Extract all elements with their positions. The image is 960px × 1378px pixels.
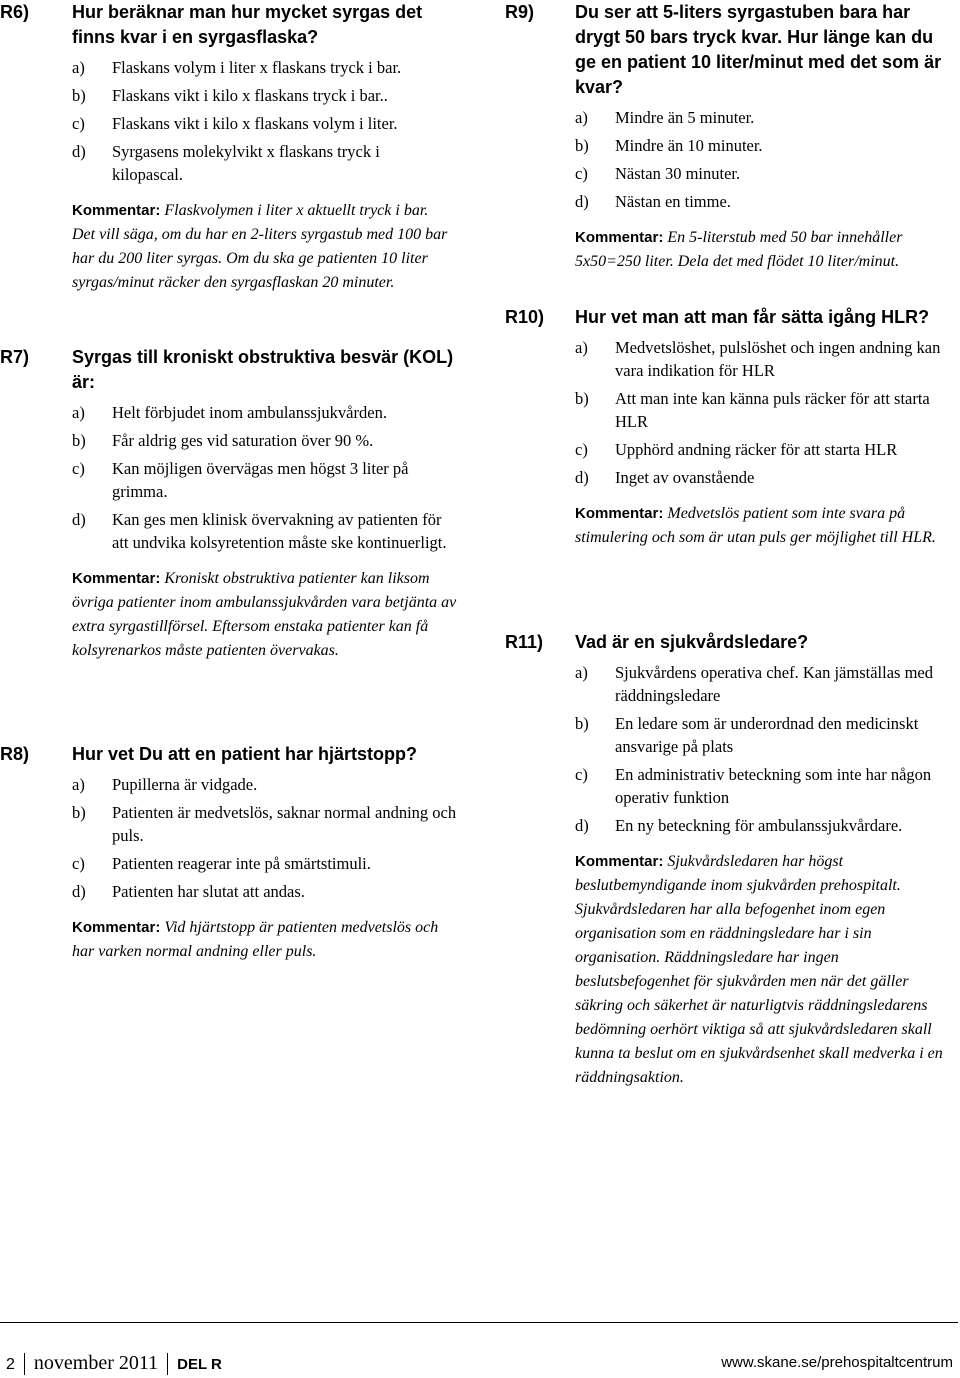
question-number: R6) xyxy=(0,2,30,22)
answer-option: c) Kan möjligen övervägas men högst 3 liter på grimma. xyxy=(72,459,409,501)
answer-option: d) En ny beteckning för ambulanssjukvårdare. xyxy=(575,816,903,835)
comment-text: Flaskvolymen i liter x aktuellt tryck i bar. Det vill säga, om du har en 2-liters syrgastub med 100 bar har du 200 liter syrgas. Om du ska ge patienten 10 liter syrgas/minut räcker den syrgasflaskan 20 minuter. xyxy=(72,202,448,291)
answer-option: a) Sjukvårdens operativa chef. Kan jämställas med räddningsledare xyxy=(575,663,933,705)
footer-separator xyxy=(167,1353,168,1375)
question-r8 xyxy=(0,742,480,964)
answer-option: c) Flaskans vikt i kilo x flaskans volym i liter. xyxy=(72,114,398,133)
answer-option: d) Kan ges men klinisk övervakning av patienten för att undvika kolsyretention måste ske kontinuerligt. xyxy=(72,510,447,552)
comment-label: Kommentar: xyxy=(575,505,664,522)
question-r9 xyxy=(505,0,955,274)
answer-option: b) Mindre än 10 minuter. xyxy=(575,136,763,155)
question-title: Vad är en sjukvårdsledare? xyxy=(575,632,809,652)
comment xyxy=(575,226,950,274)
question-number: R8) xyxy=(0,744,30,764)
footer-date: november 2011 xyxy=(33,1352,159,1374)
comment-label: Kommentar: xyxy=(72,570,161,587)
question-title: Hur vet Du att en patient har hjärtstopp? xyxy=(72,744,418,764)
comment-text: Medvetslös patient som inte svara på stimulering och som är utan puls ger möjlighet till HLR. xyxy=(575,505,936,546)
answer-option: d) Inget av ovanstående xyxy=(575,468,755,487)
comment-label: Kommentar: xyxy=(575,229,664,246)
question-title: Syrgas till kroniskt obstruktiva besvär (KOL) är: xyxy=(72,347,454,392)
answer-option: b) Får aldrig ges vid saturation över 90 %. xyxy=(72,431,374,450)
comment xyxy=(575,850,953,1090)
footer xyxy=(6,1350,222,1378)
answer-option: b) Flaskans vikt i kilo x flaskans tryck i bar.. xyxy=(72,86,388,105)
comment-text: Sjukvårdsledaren har högst beslutbemyndigande inom sjukvården prehospitalt. Sjukvårdsledaren har alla befogenhet inom egen organisation som en räddningsledare har i sin organisation. Räddningsledare har ingen beslutsbefogenhet för sjukvården men när det gäller säkring och säkerhet är naturligtvis räddningsledarens bedömning oerhört viktiga så att sjukvårdsledaren skall kunna ta beslut om en sjukvårdsenhet skall medverka i en räddningsaktion. xyxy=(575,853,943,1086)
answer-option: a) Flaskans volym i liter x flaskans tryck i bar. xyxy=(72,58,402,77)
answer-option: b) Att man inte kan känna puls räcker för att starta HLR xyxy=(575,389,930,431)
answer-option: c) En administrativ beteckning som inte har någon operativ funktion xyxy=(575,765,932,807)
comment-text: Vid hjärtstopp är patienten medvetslös och har varken normal andning eller puls. xyxy=(72,919,439,960)
comment-text: Kroniskt obstruktiva patienter kan liksom övriga patienter inom ambulanssjukvården vara betjänta av extra syrgastillförsel. Eftersom enstaka patienter kan få kolsyrenarkos måste patienten övervakas. xyxy=(72,570,457,659)
answer-option: c) Nästan 30 minuter. xyxy=(575,164,741,183)
comment xyxy=(72,199,452,295)
answer-option: d) Patienten har slutat att andas. xyxy=(72,882,305,901)
page-number: 2 xyxy=(6,1356,15,1373)
answer-option: a) Helt förbjudet inom ambulanssjukvården. xyxy=(72,403,387,422)
comment-text: En 5-literstub med 50 bar innehåller 5x50=250 liter. Dela det med flödet 10 liter/minut. xyxy=(575,229,903,270)
question-title: Hur vet man att man får sätta igång HLR? xyxy=(575,307,930,327)
answer-option: a) Medvetslöshet, pulslöshet och ingen andning kan vara indikation för HLR xyxy=(575,338,941,380)
comment xyxy=(575,502,953,550)
answer-option: a) Pupillerna är vidgade. xyxy=(72,775,258,794)
question-r7 xyxy=(0,345,480,663)
footer-section: DEL R xyxy=(177,1356,222,1373)
question-r10 xyxy=(505,305,955,550)
answer-option: a) Mindre än 5 minuter. xyxy=(575,108,755,127)
answer-option: b) En ledare som är underordnad den medicinskt ansvarige på plats xyxy=(575,714,919,756)
question-number: R10) xyxy=(505,307,545,327)
answer-option: c) Patienten reagerar inte på smärtstimuli. xyxy=(72,854,371,873)
footer-url[interactable]: www.skane.se/prehospitaltcentrum xyxy=(721,1354,953,1371)
comment-label: Kommentar: xyxy=(575,853,664,870)
question-r11 xyxy=(505,630,955,1090)
answer-option: d) Syrgasens molekylvikt x flaskans tryck i kilopascal. xyxy=(72,142,380,184)
answer-option: c) Upphörd andning räcker för att starta HLR xyxy=(575,440,898,459)
question-number: R9) xyxy=(505,2,535,22)
question-number: R11) xyxy=(505,632,544,652)
question-number: R7) xyxy=(0,347,30,367)
comment xyxy=(72,567,457,663)
answer-option: b) Patienten är medvetslös, saknar normal andning och puls. xyxy=(72,803,457,845)
question-title: Hur beräknar man hur mycket syrgas det finns kvar i en syrgasflaska? xyxy=(72,2,423,47)
comment xyxy=(72,916,462,964)
footer-divider xyxy=(0,1322,958,1323)
question-title: Du ser att 5-liters syrgastuben bara har drygt 50 bars tryck kvar. Hur länge kan du ge en patient 10 liter/minut med det som är kvar? xyxy=(575,2,942,97)
comment-label: Kommentar: xyxy=(72,919,161,936)
footer-separator xyxy=(24,1353,25,1375)
question-r6 xyxy=(0,0,480,295)
comment-label: Kommentar: xyxy=(72,202,161,219)
answer-option: d) Nästan en timme. xyxy=(575,192,731,211)
